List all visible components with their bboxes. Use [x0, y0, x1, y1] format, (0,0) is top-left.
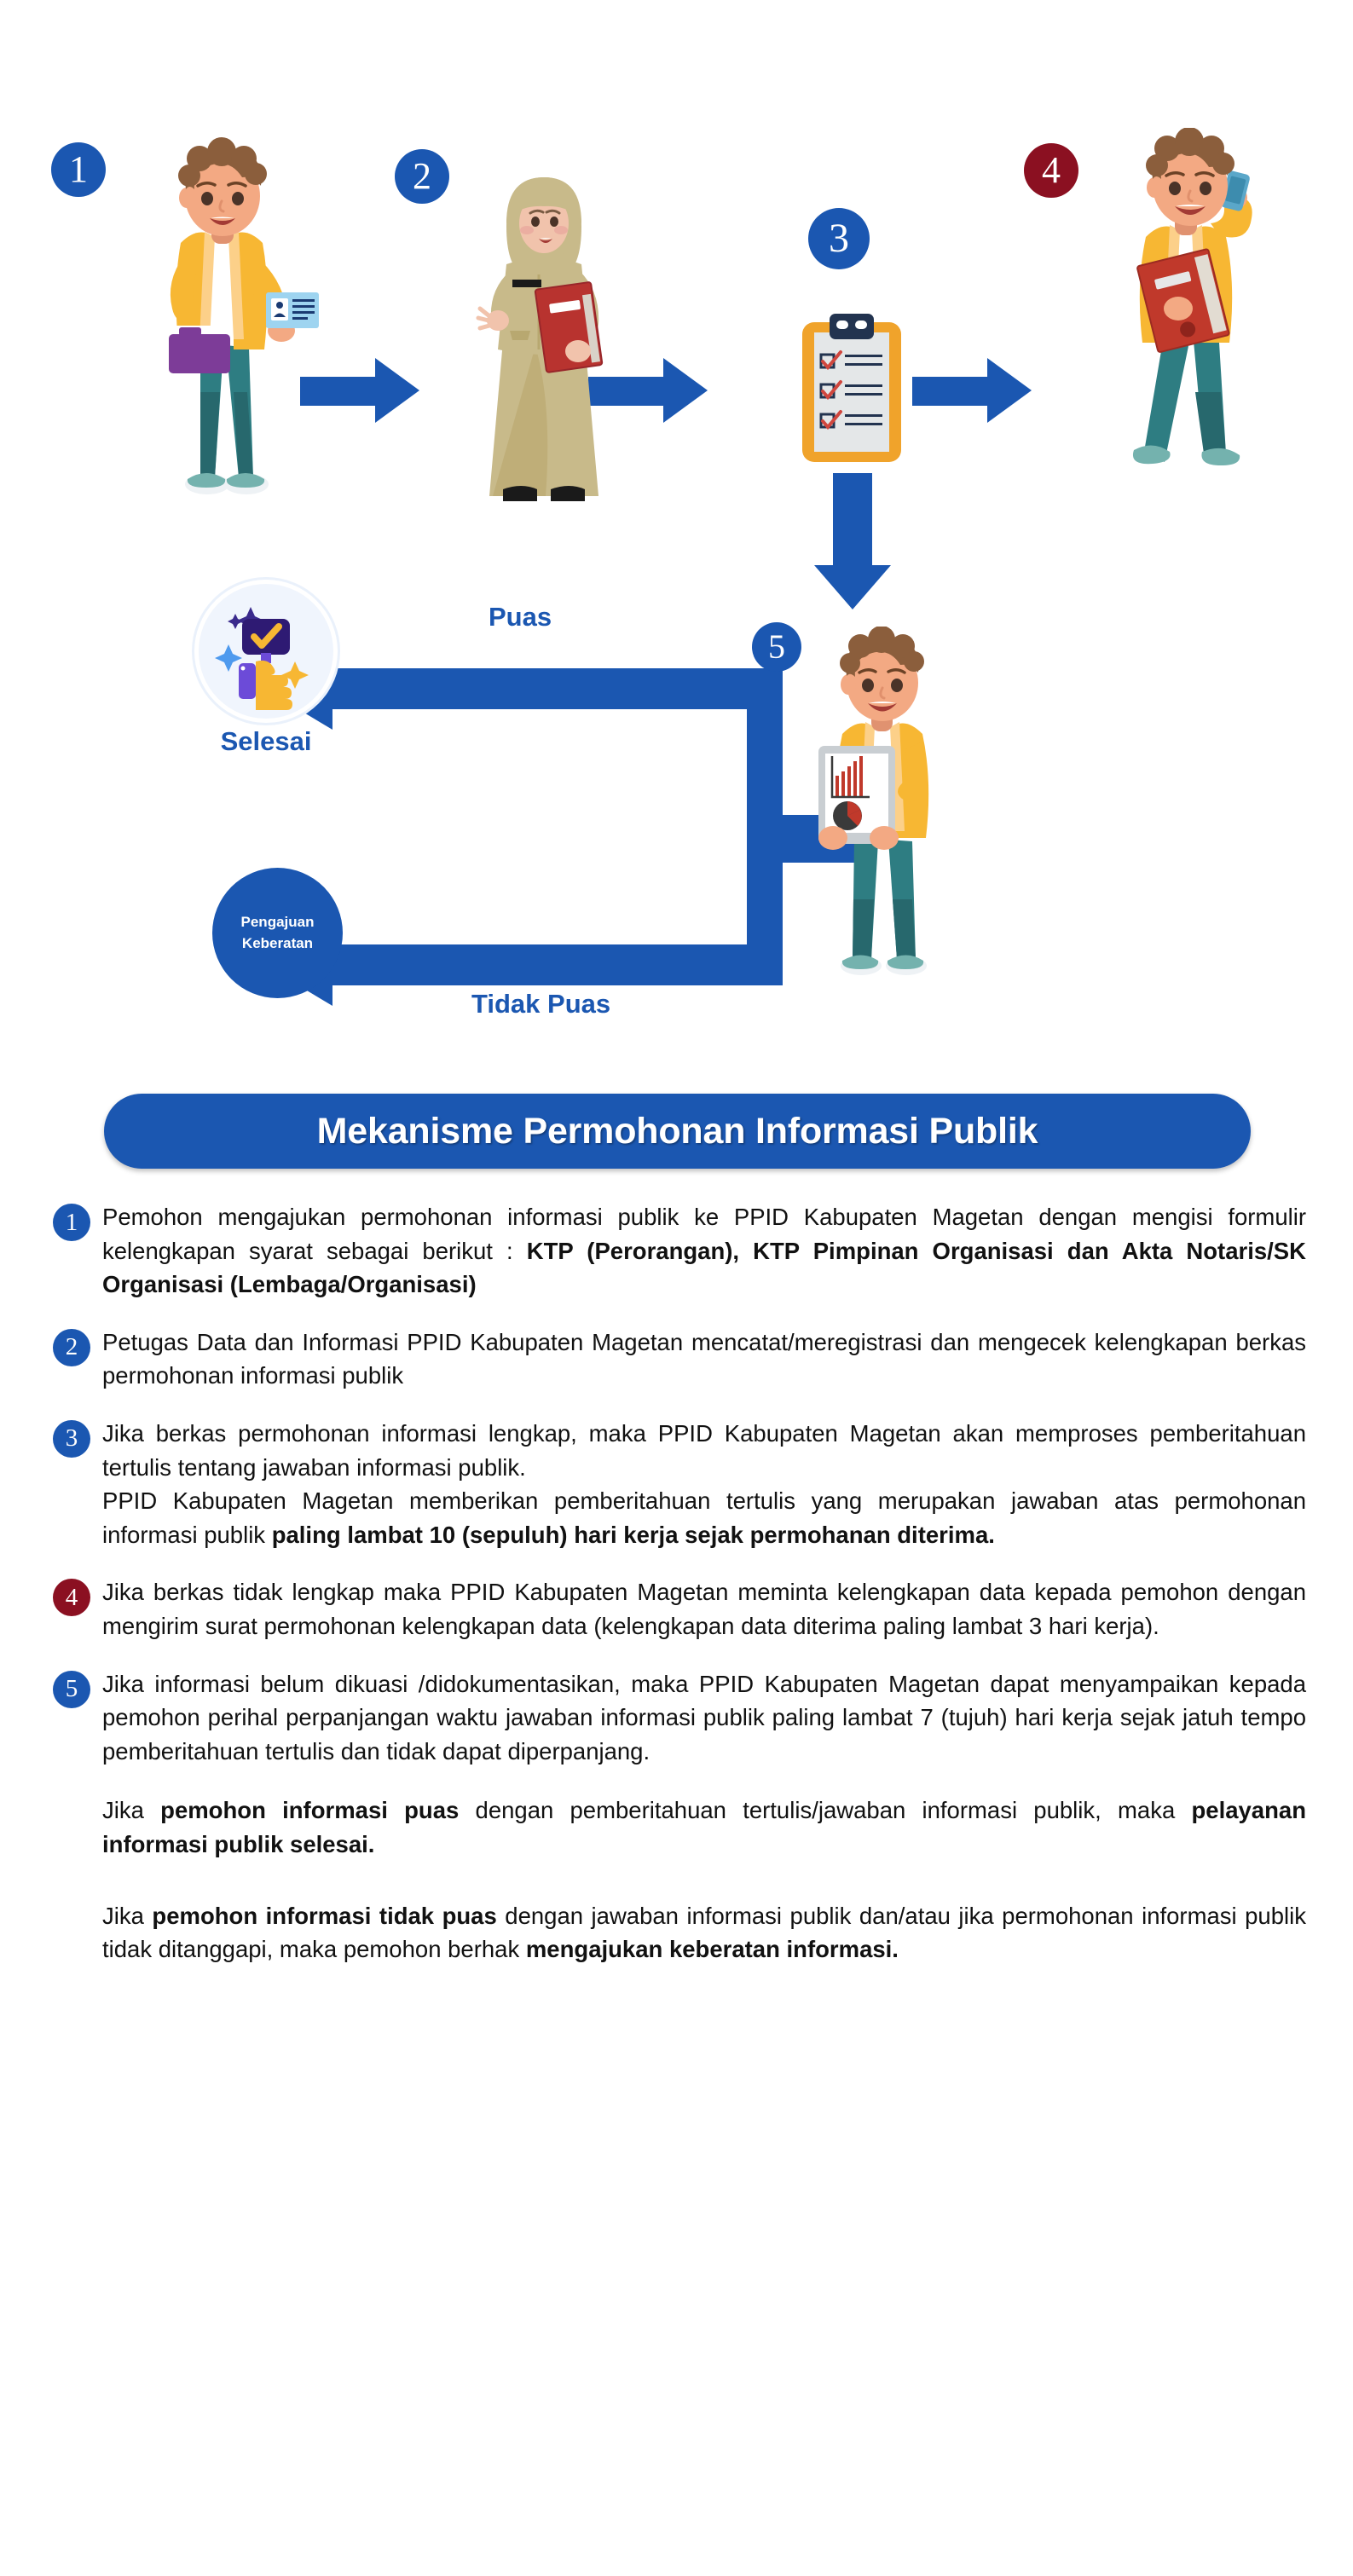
- flow-step-badge-4: 4: [1024, 143, 1078, 198]
- step-number-badge-2: 2: [53, 1329, 90, 1366]
- flow-step-badge-2: 2: [395, 149, 449, 204]
- figure-person-with-tablet: [793, 627, 972, 980]
- step-number-badge-1: 1: [53, 1204, 90, 1241]
- flow-arrow-down: [814, 473, 891, 609]
- step-row: [53, 1326, 1306, 1393]
- thumbs-up-approved-icon: [194, 580, 338, 723]
- flow-arrow-3: [912, 358, 1032, 423]
- step-row: [53, 1200, 1306, 1302]
- step-number-badge-5: 5: [53, 1671, 90, 1708]
- closing-paragraph-1: Jika pemohon informasi puas dengan pemberitahuan tertulis/jawaban informasi publik, maka pelayanan informasi publik selesai.: [102, 1797, 1306, 1857]
- flow-step-badge-5: 5: [752, 622, 801, 672]
- figure-clipboard-checklist: [797, 314, 906, 467]
- step-text-4: Jika berkas tidak lengkap maka PPID Kabupaten Magetan meminta kelengkapan data kepada pemohon dengan mengirim surat permohonan kelengkapan data (kelengkapan data diterima paling lambat 3 hari kerja).: [102, 1579, 1306, 1639]
- flow-label-tidak-puas: Tidak Puas: [471, 989, 611, 1019]
- steps-list: [53, 1200, 1306, 1967]
- step-text-3: Jika berkas permohonan informasi lengkap, maka PPID Kabupaten Magetan akan memproses pemberitahuan tertulis tentang jawaban informasi publik. PPID Kabupaten Magetan memberikan pemberitahuan tertulis yang merupakan jawaban atas permohonan informasi publik paling lambat 10 (sepuluh) hari kerja sejak permohanan diterima.: [102, 1419, 1306, 1548]
- page-title-banner: [104, 1094, 1251, 1169]
- keberatan-line-1: Pengajuan: [240, 913, 315, 930]
- figure-person-on-phone: [1084, 128, 1281, 503]
- flow-step-badge-3: 3: [808, 208, 870, 269]
- page-title: Mekanisme Permohonan Informasi Publik: [316, 1110, 1038, 1152]
- figure-applicant-with-id-card: [119, 136, 324, 511]
- node-pengajuan-keberatan: [212, 868, 343, 998]
- keberatan-line-2: Keberatan: [241, 934, 314, 951]
- selesai-caption: Selesai: [220, 726, 312, 756]
- step-text-1: Pemohon mengajukan permohonan informasi publik ke PPID Kabupaten Magetan dengan mengisi formulir kelengkapan syarat sebagai berikut : KTP (Perorangan), KTP Pimpinan Organisasi dan Akta Notaris/SK Organisasi (Lembaga/Organisasi): [102, 1204, 1306, 1298]
- closing-paragraph-2: Jika pemohon informasi tidak puas dengan jawaban informasi publik dan/atau jika permohonan informasi publik tidak ditanggapi, maka pemohon berhak mengajukan keberatan informasi.: [102, 1902, 1306, 1963]
- step-text-5: Jika informasi belum dikuasi /didokumentasikan, maka PPID Kabupaten Magetan dapat menyampaikan kepada pemohon perihal perpanjangan waktu jawaban informasi publik paling lambat 7 (tujuh) hari kerja sejak jatuh tempo pemberitahuan tertulis dan tidak dapat diperpanjang.: [102, 1670, 1306, 1765]
- step-number-badge-3: 3: [53, 1420, 90, 1458]
- step-row: [53, 1667, 1306, 1769]
- flow-step-badge-1: 1: [51, 142, 106, 197]
- step-row: [53, 1417, 1306, 1551]
- step-number-badge-4: 4: [53, 1579, 90, 1616]
- step-row: [53, 1575, 1306, 1643]
- step-text-2: Petugas Data dan Informasi PPID Kabupaten Magetan mencatat/meregistrasi dan mengecek kelengkapan berkas permohonan informasi publik: [102, 1328, 1306, 1389]
- figure-officer-woman-hijab: [450, 170, 638, 511]
- node-selesai: [194, 580, 338, 723]
- process-flow-diagram: [0, 0, 1353, 1074]
- flow-label-puas: Puas: [489, 602, 552, 632]
